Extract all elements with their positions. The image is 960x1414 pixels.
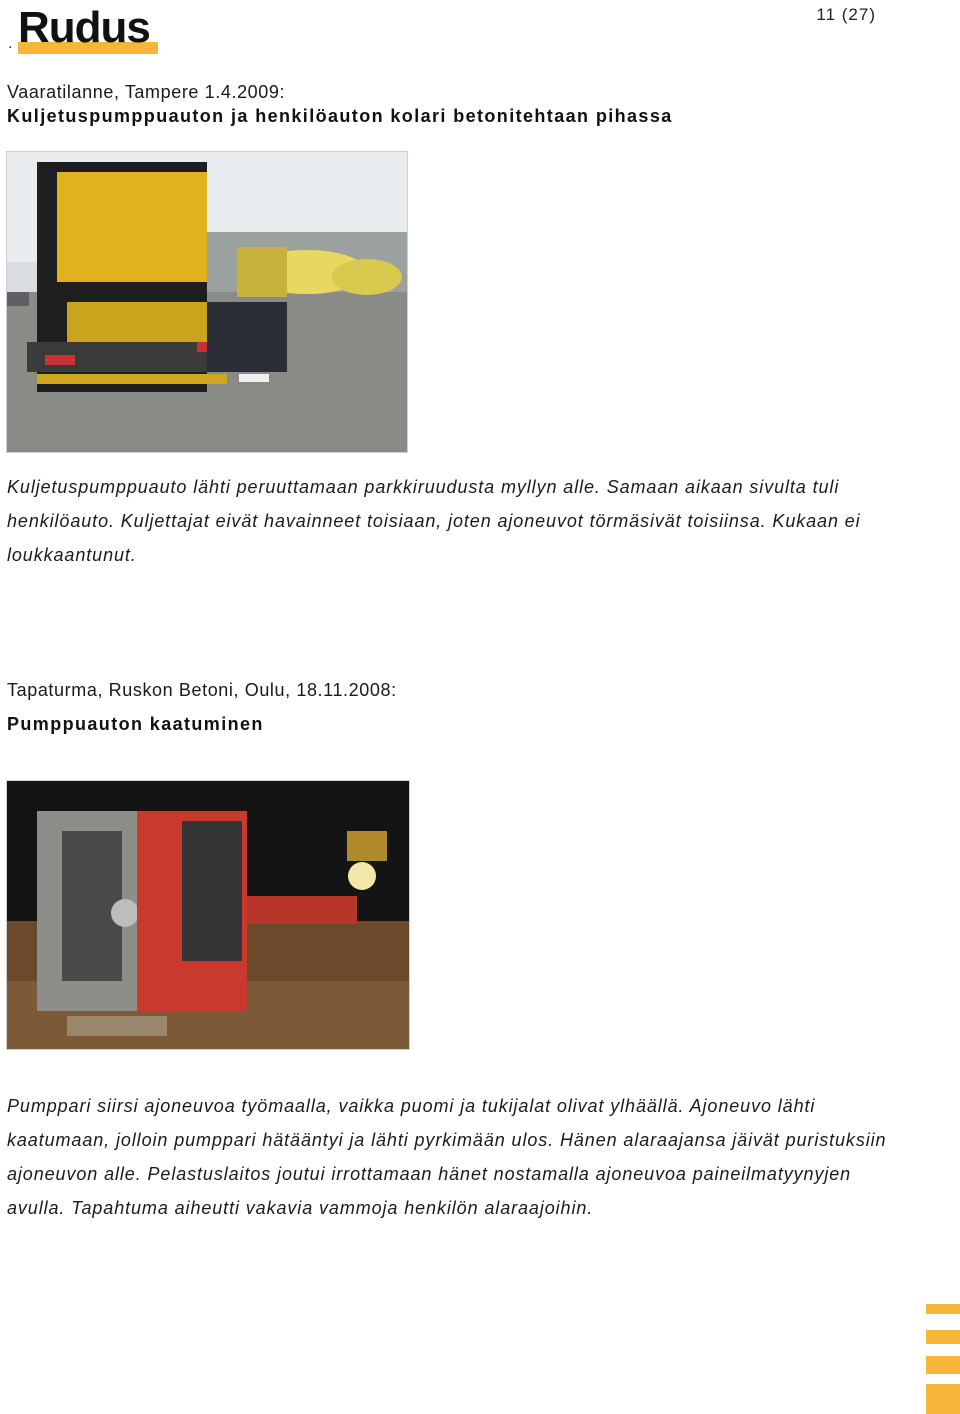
decorative-bar <box>926 1304 960 1314</box>
rudus-logo-graphic <box>8 2 168 58</box>
rudus-logo <box>8 2 168 58</box>
decorative-bar <box>926 1356 960 1374</box>
decorative-bar <box>926 1384 960 1414</box>
section2-caption: Pumppari siirsi ajoneuvoa työmaalla, vaikka puomi ja tukijalat olivat ylhäällä. Ajoneuvo lähti kaatumaan, jolloin pumppari hätääntyi ja lähti pyrkimään ulos. Hänen alaraajansa jäivät puristuksiin ajoneuvon alle. Pelastuslaitos joutui irrottamaan hänet nostamalla ajoneuvoa paineilmatyynyjen avulla. Tapahtuma aiheutti vakavia vammoja henkilön alaraajoihin. <box>7 1096 887 1218</box>
logo-wordmark: Rudus <box>18 3 150 52</box>
photo-truck-collision <box>6 151 408 453</box>
section1-title: Kuljetuspumppuauton ja henkilöauton kolari betonitehtaan pihassa <box>7 106 673 126</box>
photo-overturned-pump-truck <box>6 780 410 1050</box>
section2-title: Pumppuauton kaatuminen <box>7 714 264 734</box>
section1-caption: Kuljetuspumppuauto lähti peruuttamaan parkkiruudusta myllyn alle. Samaan aikaan sivulta tuli henkilöauto. Kuljettajat eivät havainneet toisiaan, joten ajoneuvot törmäsivät toisiinsa. Kukaan ei loukkaantunut. <box>7 477 861 565</box>
section1-meta: Vaaratilanne, Tampere 1.4.2009: <box>7 82 286 102</box>
header-dot: . <box>8 35 13 52</box>
decorative-bar <box>926 1330 960 1344</box>
photo-overturned-pump-truck-graphic <box>7 781 410 1050</box>
page-number: 11 (27) <box>816 5 876 24</box>
photo-truck-collision-graphic <box>7 152 408 453</box>
section2-meta: Tapaturma, Ruskon Betoni, Oulu, 18.11.2008: <box>7 680 397 700</box>
decorative-bars <box>926 1304 960 1414</box>
